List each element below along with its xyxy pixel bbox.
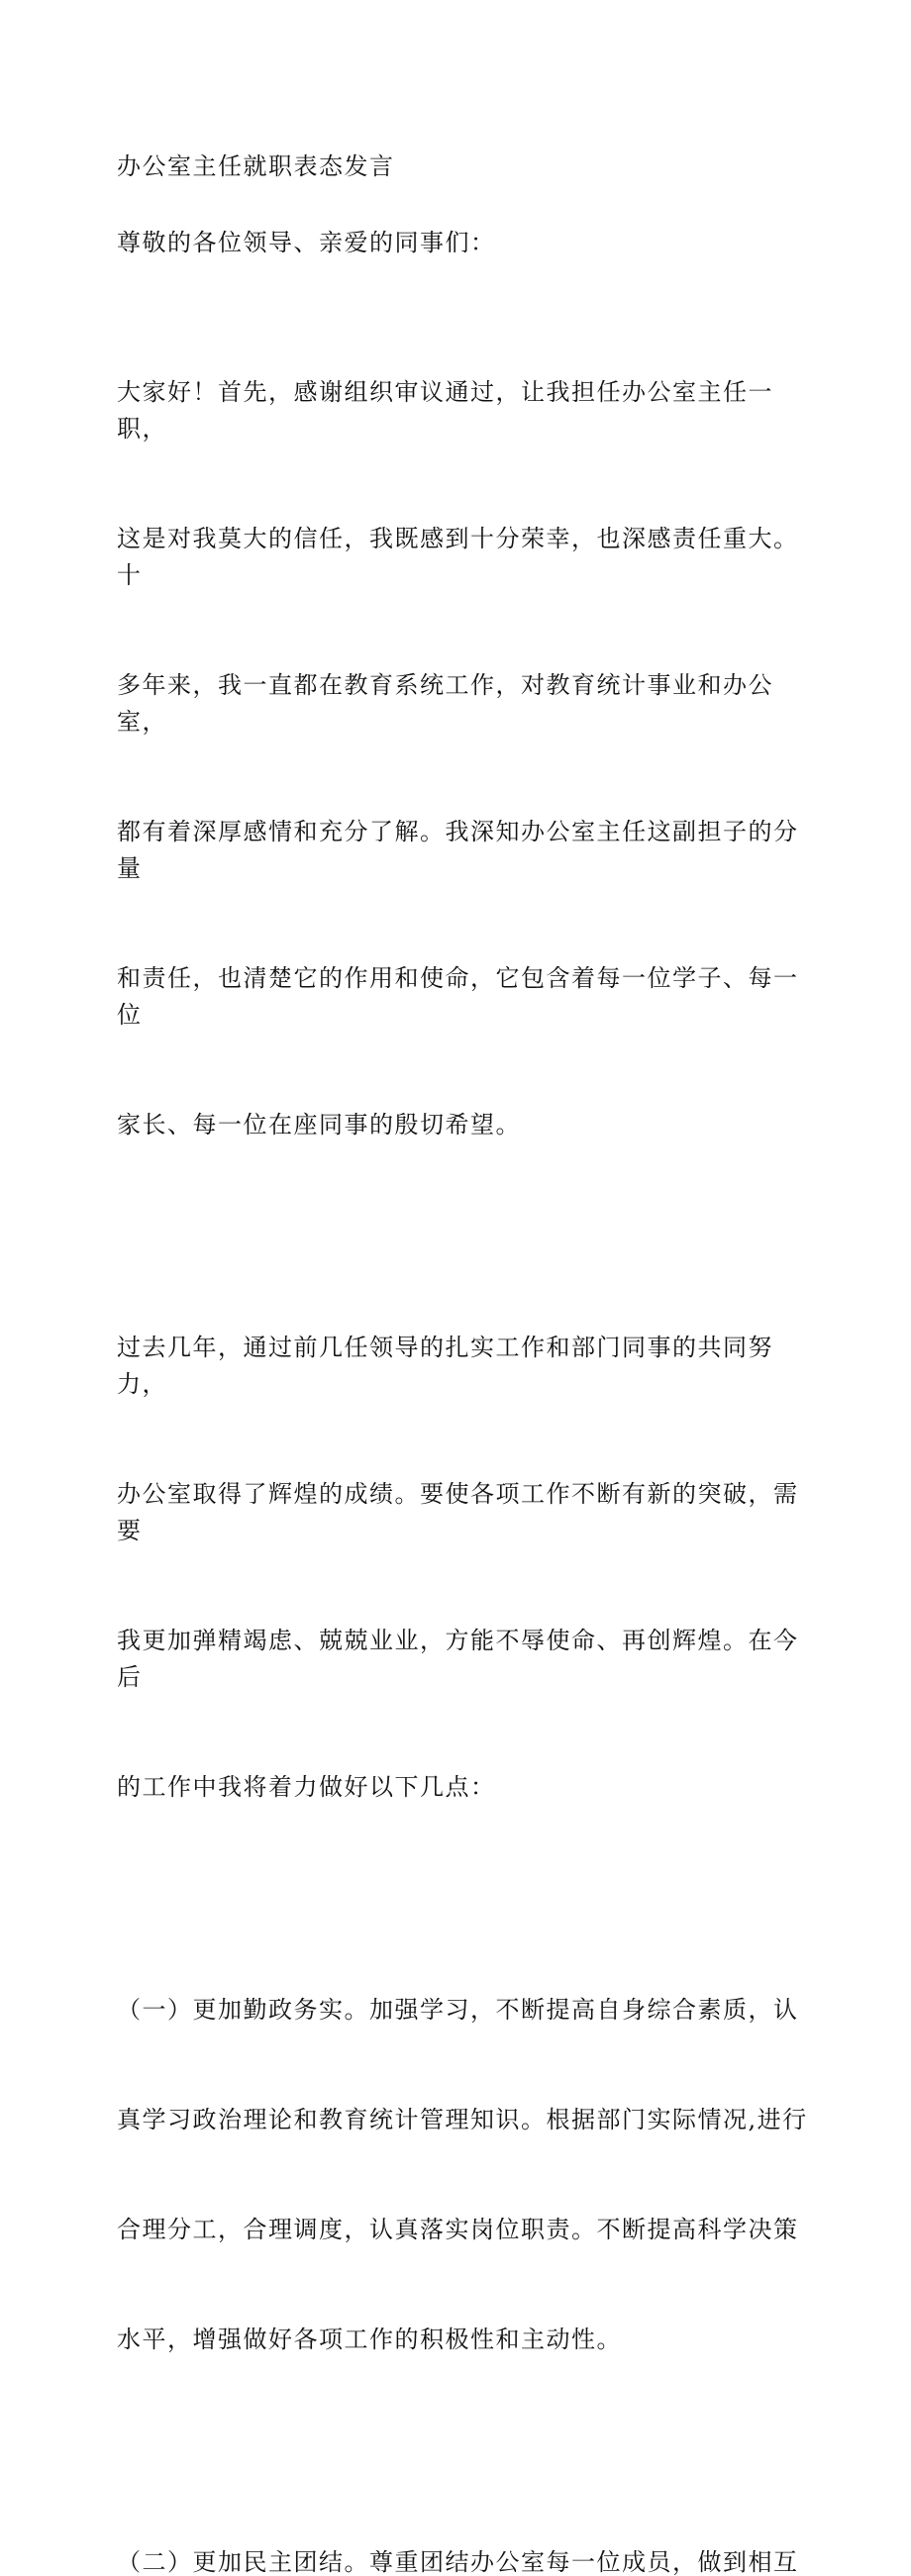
document-body [117,149,810,2576]
paragraph-line: （二）更加民主团结。尊重团结办公室每一位成员，做到相互 [117,2548,799,2576]
salutation: 尊敬的各位领导、亲爱的同事们： [117,229,496,256]
paragraph-line: 家长、每一位在座同事的殷切希望。 [117,1111,521,1139]
paragraph-point-one [117,1919,810,2431]
paragraph-line: 多年来，我一直都在教育系统工作，对教育统计事业和办公室， [117,671,773,736]
paragraph-opening [117,301,810,1217]
document-title: 办公室主任就职表态发言 [117,152,395,180]
paragraph-line: 办公室取得了辉煌的成绩。要使各项工作不断有新的突破，需要 [117,1480,799,1544]
paragraph-line: 水平，增强做好各项工作的积极性和主动性。 [117,2326,622,2353]
paragraph-line: 这是对我莫大的信任，我既感到十分荣幸，也深感责任重大。十 [117,525,799,589]
paragraph-past-years [117,1256,810,1879]
paragraph-line: 我更加弹精竭虑、兢兢业业，方能不辱使命、再创辉煌。在今后 [117,1627,799,1691]
paragraph-line: 都有着深厚感情和充分了解。我深知办公室主任这副担子的分量 [117,818,799,882]
paragraph-line: 大家好！首先，感谢组织审议通过，让我担任办公室主任一职， [117,378,773,443]
paragraph-line: （一）更加勤政务实。加强学习，不断提高自身综合素质，认 [117,1996,799,2024]
paragraph-line: 的工作中我将着力做好以下几点： [117,1773,496,1801]
paragraph-line: 和责任，也清楚它的作用和使命，它包含着每一位学子、每一位 [117,964,799,1029]
paragraph-point-two [117,2471,810,2576]
paragraph-line: 过去几年，通过前几任领导的扎实工作和部门同事的共同努力， [117,1334,773,1398]
paragraph-line: 合理分工，合理调度，认真落实岗位职责。不断提高科学决策 [117,2216,799,2243]
paragraph-line: 真学习政治理论和教育统计管理知识。根据部门实际情况,进行 [117,2106,808,2133]
